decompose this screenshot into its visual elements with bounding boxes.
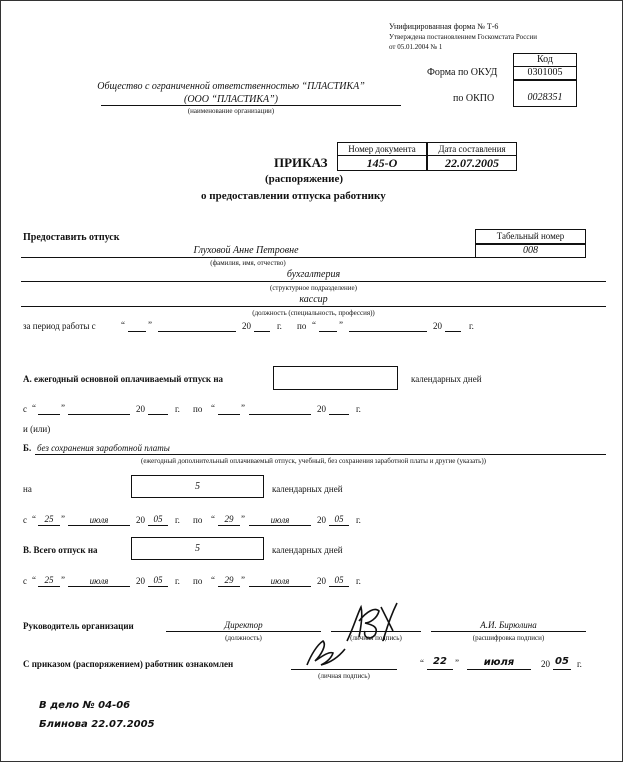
period-q1: “ — [121, 320, 125, 330]
section-v-month1: июля — [89, 576, 109, 586]
period-year1-prefix: 20 — [242, 321, 251, 331]
form-line-1: Унифицированная форма № Т-6 — [389, 22, 499, 31]
section-b-q1: “ — [32, 514, 36, 524]
period-prefix: за период работы с — [23, 321, 96, 331]
section-v-q4: ” — [241, 575, 245, 585]
and-or-label: и (или) — [23, 424, 51, 434]
period-q4: ” — [339, 320, 343, 330]
section-b-month1-line — [68, 525, 130, 526]
section-v-g2: г. — [356, 576, 361, 586]
section-b-q4: ” — [241, 514, 245, 524]
section-b-day1: 25 — [44, 514, 54, 524]
section-v-day1: 25 — [44, 575, 54, 585]
ack-q1: “ — [420, 658, 424, 668]
section-b-month1: июля — [89, 515, 109, 525]
org-name-line — [101, 105, 401, 106]
section-v-year1-prefix: 20 — [136, 576, 145, 586]
section-v-month2-line — [249, 586, 311, 587]
section-a-q3: “ — [211, 403, 215, 413]
section-b-q3: “ — [211, 514, 215, 524]
tab-number-value: 008 — [475, 244, 586, 258]
section-v-month1-line — [68, 586, 130, 587]
section-a-days-box — [273, 366, 398, 390]
section-a-year2-prefix: 20 — [317, 404, 326, 414]
ack-year-line — [553, 669, 571, 670]
section-a-day2-line — [218, 414, 240, 415]
section-a-label: А. ежегодный основной оплачиваемый отпуск на — [23, 374, 224, 384]
section-a-po: по — [193, 404, 203, 414]
section-b-day2-line — [218, 525, 240, 526]
section-b-q2: ” — [61, 514, 65, 524]
org-caption: (наименование организации) — [187, 107, 275, 115]
section-b-year2-prefix: 20 — [317, 515, 326, 525]
period-q3: “ — [312, 320, 316, 330]
section-v-q3: “ — [211, 575, 215, 585]
ack-year: 05 — [555, 656, 569, 667]
section-b-g2: г. — [356, 515, 361, 525]
employee-name: Глуховой Анне Петровне — [193, 245, 299, 256]
position-caption: (должность (специальность, профессия)) — [252, 309, 375, 317]
okpo-label: по ОКПО — [453, 93, 495, 104]
grant-label: Предоставить отпуск — [23, 232, 120, 243]
head-name-caption: (расшифровка подписи) — [472, 634, 545, 642]
section-a-day1-line — [38, 414, 60, 415]
section-v-day2-line — [218, 586, 240, 587]
tab-number-label: Табельный номер — [475, 229, 586, 244]
section-b-type: без сохранения заработной платы — [37, 443, 170, 453]
section-v-label: В. Всего отпуск на — [23, 545, 98, 555]
file-note: В дело № 04-06 — [39, 700, 131, 711]
head-position-line — [166, 631, 321, 632]
period-day2-line — [319, 331, 337, 332]
section-b-year1-prefix: 20 — [136, 515, 145, 525]
section-v-year1-line — [148, 586, 168, 587]
section-v-year2: 05 — [334, 575, 344, 585]
period-month1-line — [158, 331, 236, 332]
clerk-note: Блинова 22.07.2005 — [39, 719, 155, 730]
section-a-q2: ” — [61, 403, 65, 413]
ack-g: г. — [577, 659, 582, 669]
section-b-month2-line — [249, 525, 311, 526]
section-a-g2: г. — [356, 404, 361, 414]
doc-purpose: о предоставлении отпуска работнику — [201, 190, 386, 202]
ack-day: 22 — [433, 656, 447, 667]
ack-day-line — [427, 669, 453, 670]
section-v-days-label: календарных дней — [272, 545, 343, 555]
department-value: бухгалтерия — [286, 269, 341, 280]
ack-label: С приказом (распоряжением) работник ознакомлен — [23, 659, 234, 669]
section-a-year1-line — [148, 414, 168, 415]
department-line — [21, 281, 606, 282]
ack-month: июля — [483, 657, 515, 668]
form-line-3: от 05.01.2004 № 1 — [389, 43, 443, 51]
doc-number-label: Номер документа — [337, 142, 427, 156]
ack-month-line — [467, 669, 531, 670]
section-v-year2-prefix: 20 — [317, 576, 326, 586]
form-line-2: Утверждена постановлением Госкомстата России — [389, 33, 537, 41]
section-v-q1: “ — [32, 575, 36, 585]
section-v-g1: г. — [175, 576, 180, 586]
doc-number-value: 145-О — [337, 155, 427, 171]
period-month2-line — [349, 331, 427, 332]
head-signature-caption: (личная подпись) — [350, 634, 402, 642]
head-name: А.И. Бирюлина — [480, 620, 537, 630]
employee-name-line — [21, 257, 475, 258]
period-year2-line — [445, 331, 461, 332]
section-a-g1: г. — [175, 404, 180, 414]
ack-signature-icon — [301, 635, 351, 671]
section-v-month2: июля — [270, 576, 290, 586]
org-name-full: Общество с ограниченной ответственностью “ПЛАСТИКА” — [97, 81, 365, 92]
section-v-from: с — [23, 576, 27, 586]
okud-label: Форма по ОКУД — [427, 67, 498, 78]
section-b-po: по — [193, 515, 203, 525]
kod-header: Код — [513, 53, 577, 67]
section-v-day1-line — [38, 586, 60, 587]
section-a-q4: ” — [241, 403, 245, 413]
section-v-days-box: 5 — [131, 537, 264, 560]
section-a-days-label: календарных дней — [411, 374, 482, 384]
section-b-year2-line — [329, 525, 349, 526]
section-a-month2-line — [249, 414, 311, 415]
section-a-year2-line — [329, 414, 349, 415]
okpo-value: 0028351 — [527, 92, 563, 103]
period-year2-prefix: 20 — [433, 321, 442, 331]
section-b-year1: 05 — [153, 514, 163, 524]
section-b-year1-line — [148, 525, 168, 526]
period-day1-line — [128, 331, 146, 332]
section-v-q2: ” — [61, 575, 65, 585]
section-v-year1: 05 — [153, 575, 163, 585]
period-q2: ” — [148, 320, 152, 330]
section-a-month1-line — [68, 414, 130, 415]
department-caption: (структурное подразделение) — [269, 284, 357, 292]
section-b-year2: 05 — [334, 514, 344, 524]
section-b-letter: Б. — [23, 443, 32, 453]
doc-title: ПРИКАЗ — [274, 155, 328, 170]
section-b-type-line — [35, 454, 606, 455]
period-g1: г. — [277, 321, 282, 331]
employee-name-caption: (фамилия, имя, отчество) — [210, 259, 286, 267]
ack-signature-caption: (личная подпись) — [318, 672, 370, 680]
section-v-day2: 29 — [224, 575, 234, 585]
section-b-month2: июля — [270, 515, 290, 525]
head-name-line — [431, 631, 586, 632]
section-a-year1-prefix: 20 — [136, 404, 145, 414]
section-b-day2: 29 — [224, 514, 234, 524]
doc-date-value: 22.07.2005 — [427, 155, 517, 171]
head-label: Руководитель организации — [23, 621, 134, 631]
head-position-caption: (должность) — [225, 634, 262, 642]
doc-subtitle: (распоряжение) — [265, 173, 344, 185]
doc-date-label: Дата составления — [427, 142, 517, 156]
section-v-year2-line — [329, 586, 349, 587]
section-a-from: с — [23, 404, 27, 414]
org-name-short: (ООО “ПЛАСТИКА”) — [183, 94, 278, 105]
section-b-caption: (ежегодный дополнительный оплачиваемый отпуск, учебный, без сохранения заработной платы и другие (указать)) — [140, 457, 487, 465]
section-b-day1-line — [38, 525, 60, 526]
ack-year-prefix: 20 — [541, 659, 550, 669]
position-value: кассир — [299, 294, 328, 305]
position-line — [21, 306, 606, 307]
section-b-from: с — [23, 515, 27, 525]
section-a-q1: “ — [32, 403, 36, 413]
okud-value: 0301005 — [513, 66, 577, 80]
section-v-po: по — [193, 576, 203, 586]
section-b-days-label: календарных дней — [272, 484, 343, 494]
ack-q2: ” — [455, 658, 459, 668]
period-g2: г. — [469, 321, 474, 331]
period-po: по — [297, 321, 307, 331]
head-position: Директор — [224, 620, 263, 630]
section-b-days-box: 5 — [131, 475, 264, 498]
section-b-na: на — [23, 484, 32, 494]
period-year1-line — [254, 331, 270, 332]
section-b-g1: г. — [175, 515, 180, 525]
